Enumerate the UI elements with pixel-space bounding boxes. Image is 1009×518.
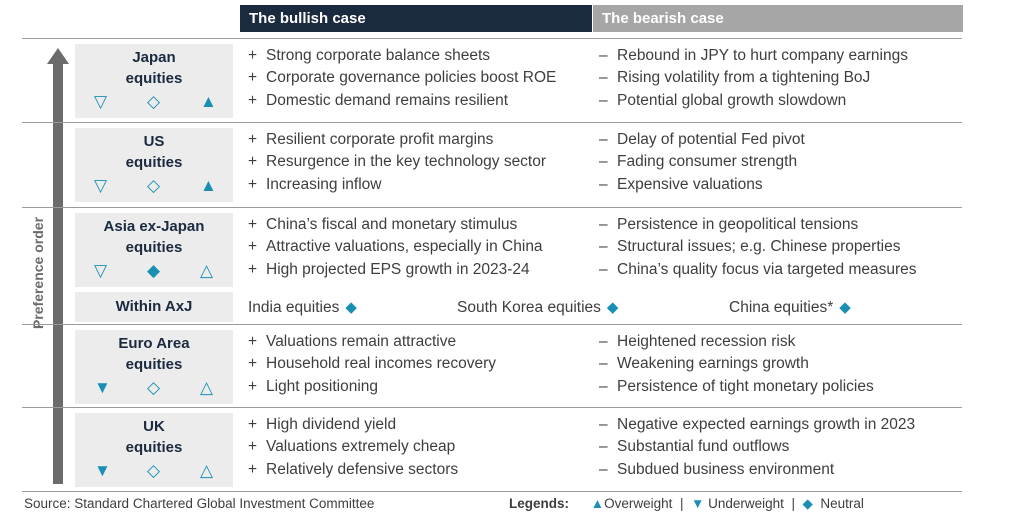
plus-icon: +: [248, 416, 258, 433]
minus-icon: –: [599, 238, 608, 255]
overweight-icon: ▲: [200, 92, 217, 111]
point-text: Negative expected earnings growth in 2023: [617, 416, 916, 433]
bullish-point: [248, 332, 456, 352]
point-text: China’s quality focus via targeted measures: [617, 261, 917, 278]
bearish-point: [599, 68, 870, 88]
bearish-point: [599, 130, 805, 150]
separator: [22, 491, 962, 492]
bullish-point: [248, 437, 455, 457]
bullish-point: [248, 354, 496, 374]
overweight-outline-icon: △: [200, 461, 214, 480]
neutral-outline-icon: ◇: [147, 378, 161, 397]
region-name: Japan: [132, 49, 176, 66]
bearish-point: [599, 415, 915, 435]
plus-icon: +: [248, 355, 258, 372]
point-text: Rebound in JPY to hurt company earnings: [617, 47, 908, 64]
minus-icon: –: [599, 92, 608, 109]
point-text: Valuations extremely cheap: [266, 438, 456, 455]
preference-arrow-icon: [53, 48, 63, 484]
region-box: [75, 413, 233, 487]
minus-icon: –: [599, 438, 608, 455]
plus-icon: +: [248, 176, 258, 193]
region-name-suffix: equities: [125, 239, 183, 256]
point-text: High dividend yield: [266, 416, 397, 433]
legend-neutral: Neutral: [820, 496, 864, 511]
bullish-point: [248, 415, 396, 435]
separator: [22, 38, 962, 39]
bearish-point: [599, 437, 789, 457]
region-name: Asia ex-Japan: [103, 218, 205, 235]
point-text: Structural issues; e.g. Chinese properties: [617, 238, 901, 255]
underweight-icon: ▼: [690, 496, 705, 511]
plus-icon: +: [248, 238, 258, 255]
legend-underweight: Underweight: [708, 496, 784, 511]
separator: [22, 207, 962, 208]
bearish-point: [599, 175, 763, 195]
legend-separator: |: [679, 496, 684, 511]
underweight-icon: ▼: [94, 461, 111, 480]
region-box: [75, 213, 233, 287]
minus-icon: –: [599, 416, 608, 433]
point-text: Increasing inflow: [266, 176, 382, 193]
bearish-point: [599, 460, 834, 480]
underweight-outline-icon: ▽: [94, 176, 108, 195]
region-name-suffix: equities: [125, 70, 183, 87]
within-axj-label: Within AxJ: [115, 298, 193, 315]
point-text: Expensive valuations: [617, 176, 763, 193]
region-name: US: [143, 133, 165, 150]
point-text: Potential global growth slowdown: [617, 92, 847, 109]
point-text: Persistence of tight monetary policies: [617, 378, 874, 395]
within-axj-box: [75, 292, 233, 322]
point-text: Resurgence in the key technology sector: [266, 153, 547, 170]
source-note: Source: Standard Chartered Global Investment Committee: [24, 496, 375, 511]
point-text: Persistence in geopolitical tensions: [617, 216, 859, 233]
plus-icon: +: [248, 378, 258, 395]
point-text: Heightened recession risk: [617, 333, 796, 350]
bearish-point: [599, 91, 846, 111]
bearish-point: [599, 332, 795, 352]
bullish-case-header: The bullish case: [240, 5, 592, 32]
minus-icon: –: [599, 355, 608, 372]
minus-icon: –: [599, 153, 608, 170]
separator: [22, 122, 962, 123]
point-text: Attractive valuations, especially in China: [266, 238, 543, 255]
point-text: Domestic demand remains resilient: [266, 92, 509, 109]
overweight-outline-icon: △: [200, 378, 214, 397]
bearish-point: [599, 237, 900, 257]
point-text: Substantial fund outflows: [617, 438, 790, 455]
axj-item-south-korea: [457, 298, 618, 318]
legend-overweight: Overweight: [604, 496, 673, 511]
legend-separator: |: [791, 496, 795, 511]
bullish-point: [248, 260, 530, 280]
neutral-outline-icon: ◇: [147, 92, 161, 111]
neutral-icon: ◆: [802, 496, 813, 511]
plus-icon: +: [248, 69, 258, 86]
point-text: Corporate governance policies boost ROE: [266, 69, 557, 86]
minus-icon: –: [599, 378, 608, 395]
neutral-icon: ◆: [147, 261, 161, 280]
point-text: Strong corporate balance sheets: [266, 47, 491, 64]
point-text: Light positioning: [266, 378, 379, 395]
region-name-suffix: equities: [125, 356, 183, 373]
bullish-point: [248, 237, 543, 257]
region-box: [75, 330, 233, 404]
separator: [22, 407, 962, 408]
underweight-icon: ▼: [94, 378, 111, 397]
minus-icon: –: [599, 176, 608, 193]
bullish-point: [248, 460, 458, 480]
plus-icon: +: [248, 461, 258, 478]
minus-icon: –: [599, 333, 608, 350]
point-text: Rising volatility from a tightening BoJ: [617, 69, 871, 86]
plus-icon: +: [248, 438, 258, 455]
bearish-point: [599, 215, 858, 235]
region-name-suffix: equities: [125, 439, 183, 456]
underweight-outline-icon: ▽: [94, 261, 108, 280]
neutral-outline-icon: ◇: [147, 461, 161, 480]
overweight-icon: ▲: [200, 176, 217, 195]
axj-item-label: South Korea equities: [457, 299, 601, 316]
plus-icon: +: [248, 333, 258, 350]
preference-order-label: Preference order: [30, 216, 46, 330]
point-text: China’s fiscal and monetary stimulus: [266, 216, 518, 233]
bearish-point: [599, 152, 797, 172]
bullish-point: [248, 175, 381, 195]
underweight-outline-icon: ▽: [94, 92, 108, 111]
neutral-diamond-icon: ◆: [345, 299, 357, 316]
bearish-case-header: The bearish case: [593, 5, 963, 32]
plus-icon: +: [248, 47, 258, 64]
bearish-point: [599, 260, 917, 280]
bullish-point: [248, 130, 493, 150]
plus-icon: +: [248, 92, 258, 109]
minus-icon: –: [599, 69, 608, 86]
bullish-point: [248, 377, 378, 397]
region-name: Euro Area: [118, 335, 190, 352]
region-name-suffix: equities: [125, 154, 183, 171]
point-text: Resilient corporate profit margins: [266, 131, 494, 148]
minus-icon: –: [599, 216, 608, 233]
axj-item-china: [729, 298, 851, 318]
axj-item-india: [248, 298, 357, 318]
bullish-point: [248, 91, 508, 111]
point-text: Relatively defensive sectors: [266, 461, 459, 478]
minus-icon: –: [599, 131, 608, 148]
region-name: UK: [143, 418, 165, 435]
bullish-point: [248, 152, 546, 172]
bearish-point: [599, 377, 874, 397]
bullish-point: [248, 215, 517, 235]
bearish-point: [599, 354, 809, 374]
point-text: High projected EPS growth in 2023-24: [266, 261, 530, 278]
separator: [22, 324, 962, 325]
point-text: Valuations remain attractive: [266, 333, 457, 350]
legend: [509, 496, 864, 512]
point-text: Subdued business environment: [617, 461, 835, 478]
point-text: Delay of potential Fed pivot: [617, 131, 805, 148]
minus-icon: –: [599, 261, 608, 278]
plus-icon: +: [248, 261, 258, 278]
overweight-icon: ▲: [590, 496, 605, 511]
bullish-point: [248, 68, 556, 88]
minus-icon: –: [599, 47, 608, 64]
legend-title: Legends:: [509, 496, 570, 511]
point-text: Weakening earnings growth: [617, 355, 809, 372]
region-box: [75, 128, 233, 202]
minus-icon: –: [599, 461, 608, 478]
plus-icon: +: [248, 153, 258, 170]
overweight-outline-icon: △: [200, 261, 214, 280]
neutral-diamond-icon: ◆: [839, 299, 851, 316]
bearish-point: [599, 46, 908, 66]
neutral-outline-icon: ◇: [147, 176, 161, 195]
bullish-point: [248, 46, 490, 66]
neutral-diamond-icon: ◆: [606, 299, 619, 316]
axj-item-label: China equities*: [729, 299, 834, 316]
plus-icon: +: [248, 131, 258, 148]
point-text: Household real incomes recovery: [266, 355, 497, 372]
region-box: [75, 44, 233, 118]
plus-icon: +: [248, 216, 258, 233]
axj-item-label: India equities: [248, 299, 340, 316]
point-text: Fading consumer strength: [617, 153, 798, 170]
